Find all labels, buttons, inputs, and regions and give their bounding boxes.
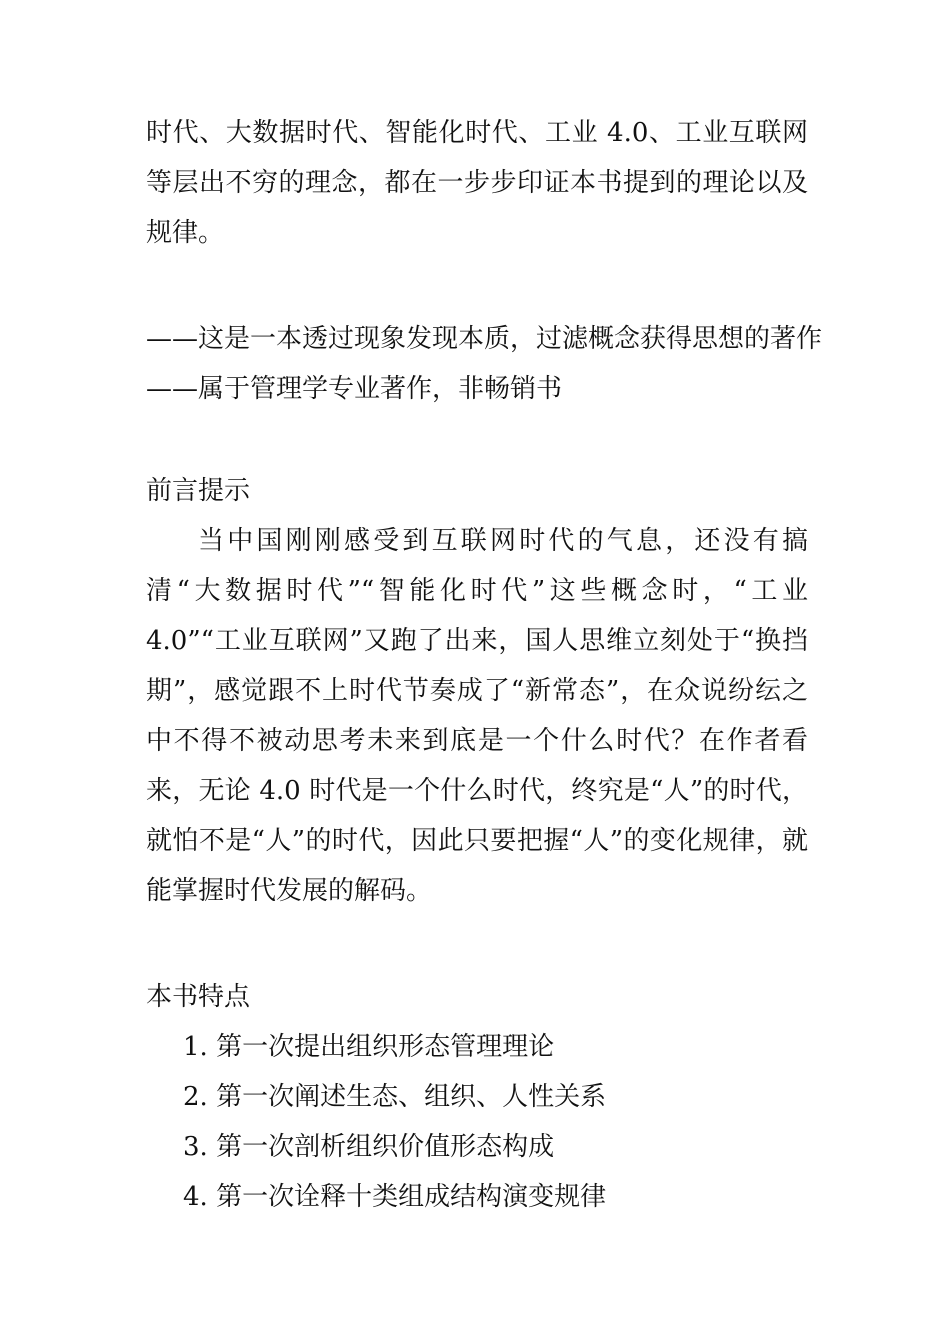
list-item: 4. 第一次诠释十类组成结构演变规律 <box>183 1182 607 1212</box>
document-page <box>146 108 823 1222</box>
features-heading: 本书特点 <box>146 982 251 1012</box>
preface-paragraph: 当中国刚刚感受到互联网时代的气息，还没有搞清“大数据时代”“智能化时代”这些概念时，“工业 4.0”“工业互联网”又跑了出来，国人思维立刻处于“换挡期”，感觉跟不上时代节奏成了“新常态”，在众说纷纭之中不得不被动思考未来到底是一个什么时代？在作者看来，无论 4.0 时代是一个什么时代，终究是“人”的时代，就怕不是“人”的时代，因此只要把握“人”的变化规律，就能掌握时代发展的解码。 <box>146 526 808 906</box>
spacer <box>146 414 808 466</box>
tagline-genre: ——属于管理学专业著作，非畅销书 <box>146 374 563 404</box>
spacer <box>146 258 808 314</box>
tagline-essence: ——这是一本透过现象发现本质，过滤概念获得思想的著作 <box>146 324 823 354</box>
list-item: 2. 第一次阐述生态、组织、人性关系 <box>183 1082 607 1112</box>
list-item: 3. 第一次剖析组织价值形态构成 <box>183 1132 555 1162</box>
intro-paragraph: 时代、大数据时代、智能化时代、工业 4.0、工业互联网等层出不穷的理念，都在一步步印证本书提到的理论以及规律。 <box>146 118 808 248</box>
features-list <box>146 1022 808 1222</box>
preface-heading: 前言提示 <box>146 476 251 506</box>
list-item: 1. 第一次提出组织形态管理理论 <box>183 1032 555 1062</box>
spacer <box>146 916 808 972</box>
